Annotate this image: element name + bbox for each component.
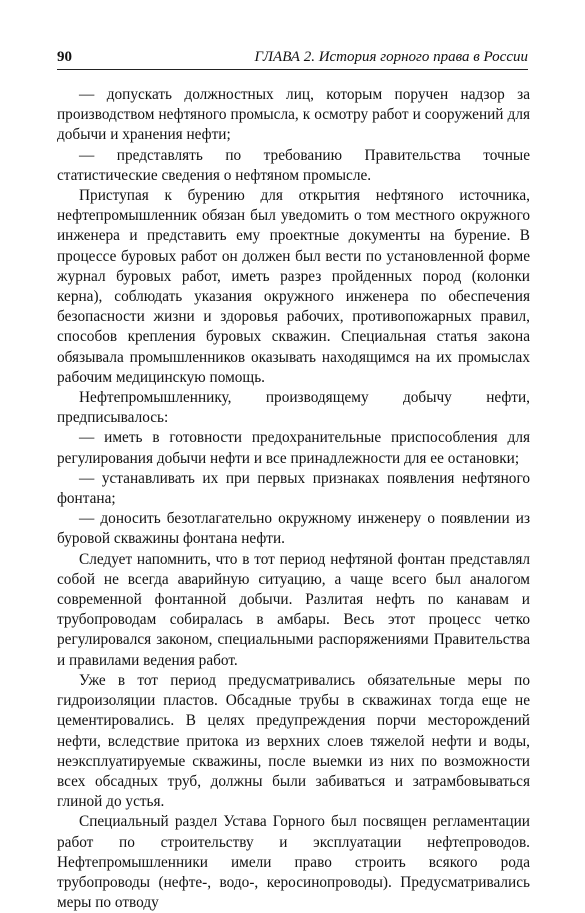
paragraph: — представлять по требованию Правительства точные статистические сведения о нефтяном промысле. xyxy=(57,146,530,184)
paragraph: Приступая к бурению для открытия нефтяного источника, нефтепромышленник обязан был уведомить о том местного окружного инженера и представить ему проектные документы на бурение. В процессе буровых работ он должен был вести по установленной форме журнал буровых работ, иметь разрез пройденных пород (колонки керна), соблюдать указания окружного инженера по обеспечения безопасности жизни и здоровья рабочих, противопожарных правил, способов крепления буровых скважин. Специальная статья закона обязывала промышленников оказывать находящимся на их промыслах рабочим медицинскую помощь. xyxy=(57,187,530,386)
paragraph: Следует напомнить, что в тот период нефтяной фонтан представлял собой не всегда аварийную ситуацию, а чаще всего был аналогом современной фонтанной добычи. Разлитая нефть по канавам и трубопроводам собиралась в амбары. Весь этот процесс четко регулировался законом, специальными распоряжениями Правительства и правилами ведения работ. xyxy=(57,550,530,669)
paragraph: — иметь в готовности предохранительные приспособления для регулирования добычи нефти и все принадлежности для ее остановки; xyxy=(57,429,530,467)
paragraph: Нефтепромышленнику, производящему добычу нефти, предписывалось: xyxy=(57,389,530,427)
page-number: 90 xyxy=(57,49,72,65)
paragraph: — допускать должностных лиц, которым поручен надзор за производством нефтяного промысла, к осмотру работ и сооружений для добычи и хранения нефти; xyxy=(57,86,530,144)
page-header xyxy=(57,47,528,70)
running-head: ГЛАВА 2. История горного права в России xyxy=(254,49,528,65)
paragraph: — устанавливать их при первых признаках появления нефтяного фонтана; xyxy=(57,469,530,508)
page-body xyxy=(57,85,530,913)
paragraph: — доносить безотлагательно окружному инженеру о появлении из буровой скважины фонтана нефти. xyxy=(57,510,530,548)
paragraph: Специальный раздел Устава Горного был посвящен регламентации работ по строительству и эксплуатации нефтепроводов. Нефтепромышленники имели право строить всякого рода трубопроводы (нефте-, водо-, керосинопроводы). Предусматривались меры по отводу xyxy=(57,813,530,912)
paragraph: Уже в тот период предусматривались обязательные меры по гидроизоляции пластов. Обсадные трубы в скважинах тогда еще не цементировались. В целях предупреждения порчи месторождений нефти, вследствие притока из верхних слоев тяжелой нефти и воды, неэксплуатируемые скважины, после выемки из них по возможности всех обсадных труб, должны были забиваться и затрамбовываться глиной до устья. xyxy=(57,671,530,811)
